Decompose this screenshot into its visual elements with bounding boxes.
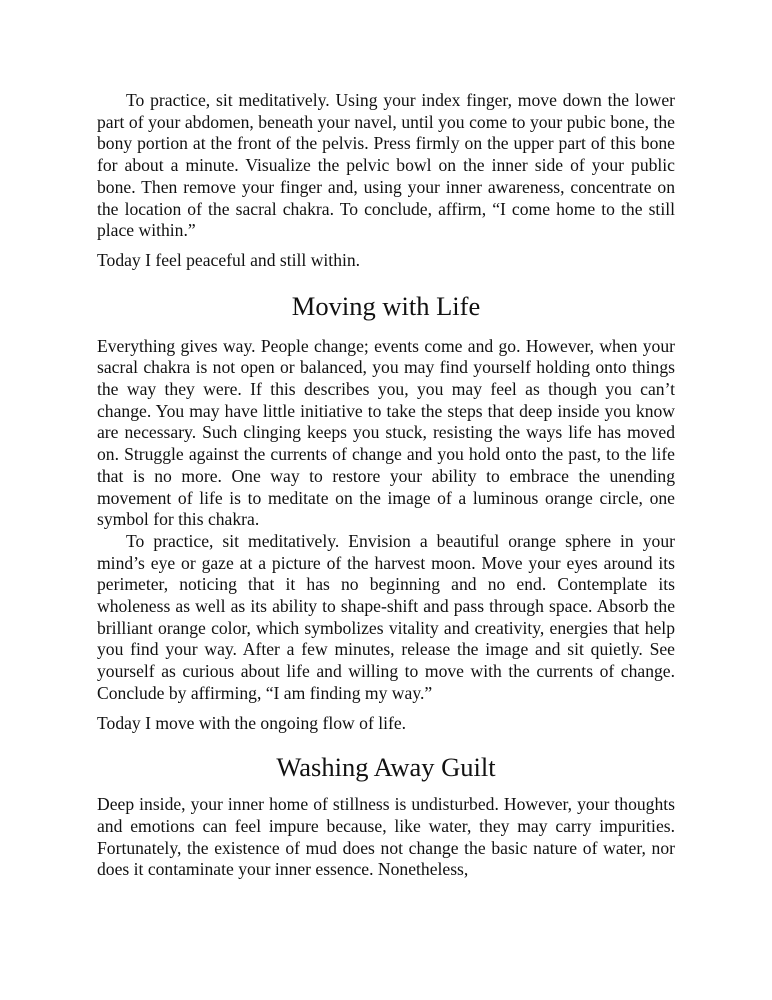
intro-affirmation: Today I feel peaceful and still within. xyxy=(97,249,361,270)
section-affirmation: Today I move with the ongoing flow of life. xyxy=(97,712,407,733)
section-paragraph: Everything gives way. People change; events come and go. However, when your sacral chakra is not open or balanced, you may find yourself holding onto things the way they were. If this describes you, you may feel as though you can’t change. You may have little initiative to take the steps that deep inside you know are necessary. Such clinging keeps you stuck, resisting the ways life has moved on. Struggle against the currents of change and you hold onto the past, to the life that is no more. One way to restore your ability to embrace the unending movement of life is to meditate on the image of a luminous orange circle, one symbol for this chakra. xyxy=(97,335,675,530)
section-paragraph: Deep inside, your inner home of stillness is undisturbed. However, your thoughts and emotions can feel impure because, like water, they may carry impurities. Fortunately, the existence of mud does not change the basic nature of water, nor does it contaminate your inner essence. Nonetheless, xyxy=(97,794,675,880)
section-paragraph: To practice, sit meditatively. Envision a beautiful orange sphere in your mind’s eye or gaze at a picture of the harvest moon. Move your eyes around its perimeter, noticing that it has no beginning and no end. Contemplate its wholeness as well as its ability to shape-shift and pass through space. Absorb the brilliant orange color, which symbolizes vitality and creativity, energies that help you find your way. After a few minutes, release the image and sit quietly. See yourself as curious about life and willing to move with the currents of change. Conclude by affirming, “I am finding my way.” xyxy=(97,530,675,703)
section-heading-moving-with-life: Moving with Life xyxy=(291,290,481,321)
section-heading-washing-away-guilt: Washing Away Guilt xyxy=(276,752,496,783)
book-page xyxy=(97,90,675,881)
intro-paragraph: To practice, sit meditatively. Using your index finger, move down the lower part of your abdomen, beneath your navel, until you come to your pubic bone, the bony portion at the front of the pelvis. Press firmly on the upper part of this bone for about a minute. Visualize the pelvic bowl on the inner side of your public bone. Then remove your finger and, using your inner awareness, concentrate on the location of the sacral chakra. To conclude, affirm, “I come home to the still place within.” xyxy=(97,90,675,241)
